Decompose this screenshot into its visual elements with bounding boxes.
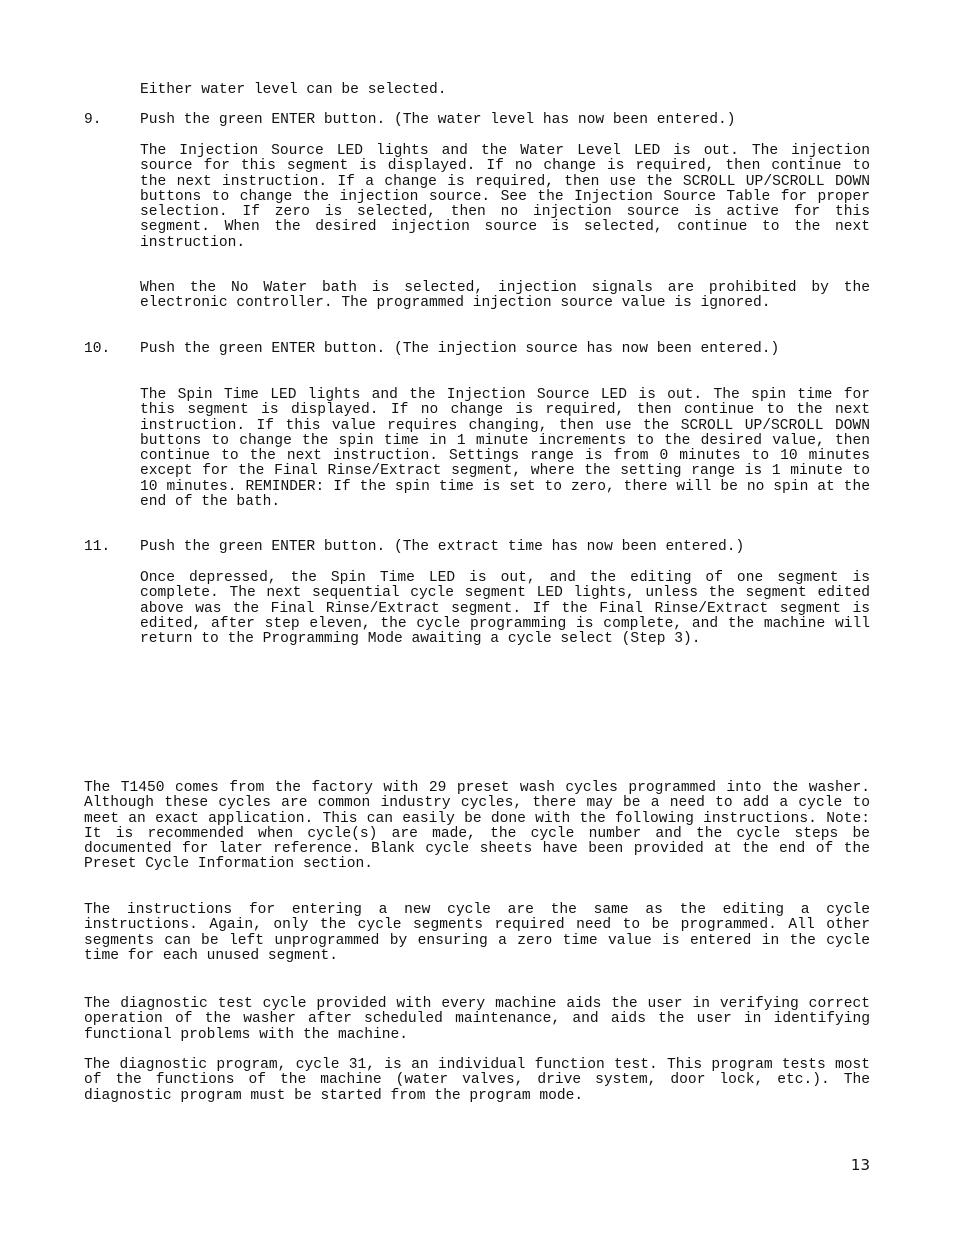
diagnostic-intro-paragraph: The diagnostic test cycle provided with every machine aids the user in verifying correct operation of the washer after scheduled maintenance, and aids the user in identifying functional problems with the machine.	[84, 996, 870, 1043]
step-11-detail-complete: Once depressed, the Spin Time LED is out, and the editing of one segment is complete. The next sequential cycle segment LED lights, unless the segment edited above was the Final Rinse/Extract segment. If the Final Rinse/Extract segment is edited, after step eleven, the cycle programming is complete, and the machine will return to the Programming Mode awaiting a cycle select (Step 3).	[140, 570, 870, 648]
preset-cycles-paragraph: The T1450 comes from the factory with 29 preset wash cycles programmed into the washer. Although these cycles are common industry cycles, there may be a need to add a cycle to meet an exact application. This can easily be done with the following instructions. Note: It is recommended when cycle(s) are made, the cycle number and the cycle steps be documented for later reference. Blank cycle sheets have been provided at the end of the Preset Cycle Information section.	[84, 780, 870, 873]
page-number: 13	[850, 1156, 870, 1174]
new-cycle-paragraph: The instructions for entering a new cycle are the same as the editing a cycle instructions. Again, only the cycle segments required need to be programmed. All other segments can be left unprogrammed by ensuring a zero time value is entered in the cycle time for each unused segment.	[84, 902, 870, 964]
step-11-text: Push the green ENTER button. (The extract time has now been entered.)	[140, 539, 745, 555]
diagnostic-program-paragraph: The diagnostic program, cycle 31, is an individual function test. This program tests most of the functions of the machine (water valves, drive system, door lock, etc.). The diagnostic program must be started from the program mode.	[84, 1057, 870, 1104]
step-9-detail-injection: The Injection Source LED lights and the Water Level LED is out. The injection source for this segment is displayed. If no change is required, then continue to the next instruction. If a change is required, then use the SCROLL UP/SCROLL DOWN buttons to change the injection source. See the Injection Source Table for proper selection. If zero is selected, then no injection source is active for this segment. When the desired injection source is selected, continue to the next instruction.	[140, 143, 870, 251]
step-11-number: 11.	[84, 539, 111, 555]
step-9-number: 9.	[84, 112, 102, 128]
step-10-number: 10.	[84, 341, 111, 357]
step-10-detail-spin: The Spin Time LED lights and the Injection Source LED is out. The spin time for this segment is displayed. If no change is required, then continue to the next instruction. If this value requires changing, then use the SCROLL UP/SCROLL DOWN buttons to change the spin time in 1 minute increments to the desired value, then continue to the next instruction. Settings range is from 0 minutes to 10 minutes except for the Final Rinse/Extract segment, where the setting range is 1 minute to 10 minutes. REMINDER: If the spin time is set to zero, there will be no spin at the end of the bath.	[140, 387, 870, 511]
step-9-text: Push the green ENTER button. (The water level has now been entered.)	[140, 112, 736, 128]
step-10-text: Push the green ENTER button. (The injection source has now been entered.)	[140, 341, 780, 357]
step-intro-text: Either water level can be selected.	[140, 82, 447, 98]
step-9-detail-no-water: When the No Water bath is selected, injection signals are prohibited by the electronic controller. The programmed injection source value is ignored.	[140, 280, 870, 312]
